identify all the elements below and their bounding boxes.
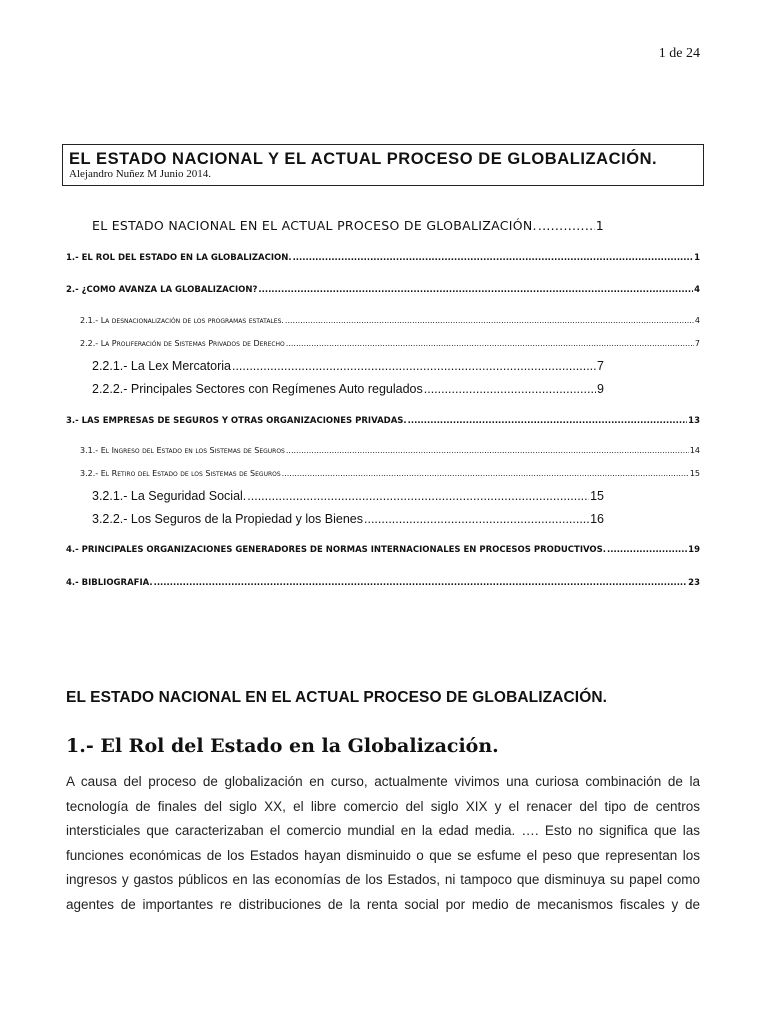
toc-entry-page: 7: [694, 339, 700, 348]
toc-leader-dots: [538, 218, 595, 233]
toc-entry[interactable]: [92, 359, 604, 373]
toc-leader-dots: [258, 285, 693, 295]
body-line: tecnología de finales del siglo XX, el libre comercio del siglo XIX y el renacer del tipo de centros: [66, 798, 700, 814]
author-line: Alejandro Nuñez M Junio 2014.: [69, 168, 212, 180]
toc-entry[interactable]: [66, 416, 700, 426]
toc-leader-dots: [286, 446, 689, 455]
toc-entry-page: 15: [590, 489, 604, 503]
toc-entry[interactable]: [92, 382, 604, 396]
toc-leader-dots: [286, 339, 694, 348]
toc-entry-label: 2.1.- La desnacionalización de los programas estatales.: [80, 316, 284, 325]
toc-entry[interactable]: [80, 339, 700, 348]
body-line: intersticiales que caracterizaban el comercio mundial en la edad media. …. Esto no significa que las: [66, 823, 700, 838]
toc-entry[interactable]: [92, 489, 604, 503]
body-line: A causa del proceso de globalización en curso, actualmente vivimos una curiosa combinación de la: [66, 774, 700, 789]
toc-entry[interactable]: [80, 469, 700, 478]
toc-leader-dots: [607, 545, 687, 555]
toc-entry-page: 15: [689, 469, 700, 478]
toc-entry-label: 1.- EL ROL DEL ESTADO EN LA GLOBALIZACIÓN.: [66, 253, 292, 263]
body-line: funciones económicas de los Estados hayan disminuido o que se esfume el peso que representan los: [66, 847, 700, 863]
document-title-text: EL ESTADO NACIONAL Y EL ACTUAL PROCESO DE GLOBALIZACIÓN.: [69, 150, 658, 168]
toc-entry-label: 4.- BIBLIOGRAFÍA.: [66, 578, 153, 588]
toc-leader-dots: [293, 253, 694, 263]
toc-entry[interactable]: [66, 545, 700, 555]
toc-entry-label: EL ESTADO NACIONAL EN EL ACTUAL PROCESO DE GLOBALIZACIÓN.: [92, 218, 537, 233]
body-line: agentes de importantes re distribuciones de la renta social por medio de mecanismos fiscales y de: [66, 896, 700, 912]
toc-entry-page: 9: [597, 382, 604, 396]
toc-entry-label: 2.2.1.- La Lex Mercatoria: [92, 359, 231, 373]
page-number: 1 de 24: [658, 46, 700, 61]
section-heading: 1.- El Rol del Estado en la Globalización.: [66, 735, 499, 757]
toc-entry-page: 13: [688, 416, 700, 426]
body-paragraph: [66, 770, 700, 917]
toc-leader-dots: [232, 359, 596, 373]
toc-entry-page: 4: [694, 285, 700, 295]
toc-leader-dots: [408, 416, 688, 426]
toc-entry-page: 23: [688, 578, 700, 588]
toc-entry-label: 3.- LAS EMPRESAS DE SEGUROS Y OTRAS ORGANIZACIONES PRIVADAS.: [66, 416, 407, 426]
toc-entry-page: 4: [694, 316, 700, 325]
toc-leader-dots: [364, 512, 589, 526]
toc-leader-dots: [154, 578, 688, 588]
document-title: [69, 150, 697, 168]
body-line: ingresos y gastos públicos en las economías de los Estados, ni tampoco que disminuya su papel como: [66, 872, 700, 887]
toc-entry[interactable]: [66, 253, 700, 263]
main-heading: EL ESTADO NACIONAL EN EL ACTUAL PROCESO DE GLOBALIZACIÓN.: [66, 689, 608, 706]
toc-entry-label: 3.1.- El Ingreso del Estado en los Sistemas de Seguros: [80, 446, 285, 455]
toc-entry-label: 3.2.- El Retiro del Estado de los Sistemas de Seguros: [80, 469, 281, 478]
toc-leader-dots: [282, 469, 689, 478]
toc-entry-page: 7: [597, 359, 604, 373]
toc-entry-label: 2.2.- La Proliferación de Sistemas Privados de Derecho: [80, 339, 285, 348]
toc-entry[interactable]: [80, 446, 700, 455]
toc-entry-label: 3.2.2.- Los Seguros de la Propiedad y los Bienes: [92, 512, 364, 526]
toc-entry-page: 16: [590, 512, 604, 526]
toc-entry[interactable]: [66, 578, 700, 588]
toc-entry-label: 2.2.2.- Principales Sectores con Regímenes Auto regulados: [92, 382, 423, 396]
toc-entry[interactable]: [92, 218, 604, 233]
toc-entry-page: 1: [595, 218, 604, 233]
toc-entry-label: 2.- ¿CÓMO AVANZA LA GLOBALIZACIÓN?: [66, 285, 258, 295]
toc-entry[interactable]: [92, 512, 604, 526]
toc-entry-page: 1: [694, 253, 700, 263]
title-box: [62, 144, 704, 186]
toc-leader-dots: [424, 382, 596, 396]
toc-entry[interactable]: [66, 285, 700, 295]
toc-leader-dots: [285, 316, 694, 325]
toc-leader-dots: [247, 489, 589, 503]
toc-entry-label: 3.2.1.- La Seguridad Social.: [92, 489, 247, 503]
toc-entry-page: 19: [688, 545, 700, 555]
toc-entry[interactable]: [80, 316, 700, 325]
toc-entry-label: 4.- PRINCIPALES ORGANIZACIONES GENERADORES DE NORMAS INTERNACIONALES EN PROCESOS PRODUCTIVOS.: [66, 545, 607, 555]
toc-entry-page: 14: [689, 446, 700, 455]
